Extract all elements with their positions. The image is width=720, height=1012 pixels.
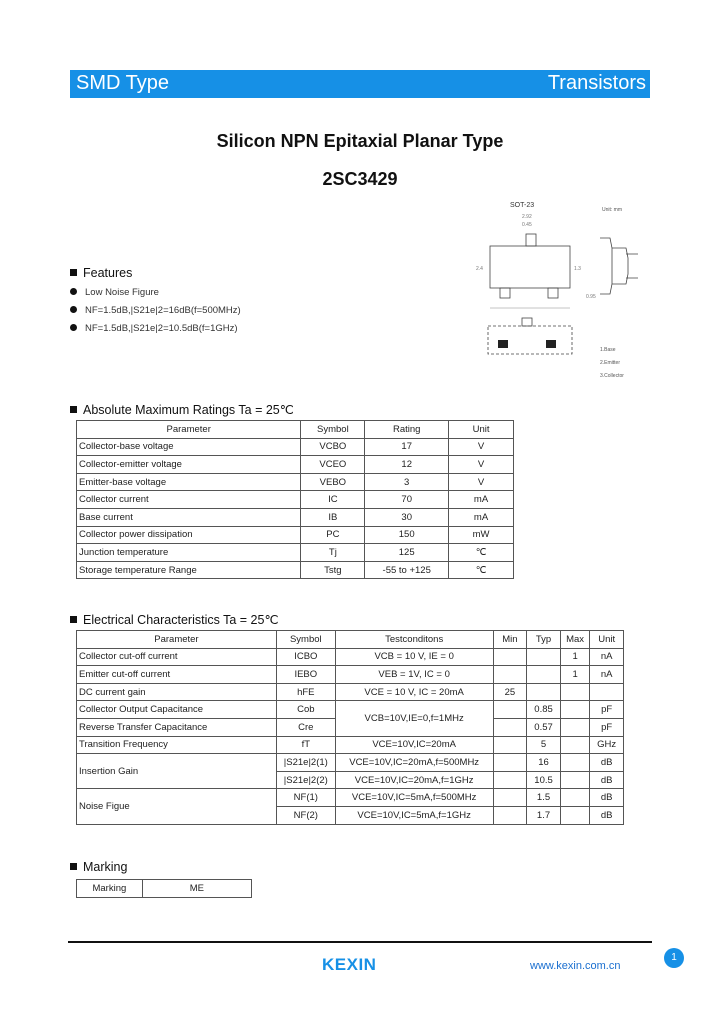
- param-cell: Junction temperature: [77, 544, 301, 562]
- square-bullet-icon: [70, 863, 77, 870]
- footer-divider: [68, 941, 652, 943]
- typ-cell: 5: [527, 736, 561, 754]
- param-cell: Transition Frequency: [77, 736, 277, 754]
- svg-text:0.45: 0.45: [522, 222, 532, 228]
- unit-cell: ℃: [449, 561, 514, 579]
- column-header: Rating: [365, 421, 449, 439]
- max-cell: [560, 736, 589, 754]
- table-row: [77, 473, 514, 491]
- min-cell: [493, 701, 527, 719]
- column-header: Min: [493, 631, 527, 649]
- rating-cell: -55 to +125: [365, 561, 449, 579]
- param-cell: Storage temperature Range: [77, 561, 301, 579]
- unit-cell: V: [449, 473, 514, 491]
- marking-label: Marking: [77, 880, 143, 898]
- unit-cell: V: [449, 438, 514, 456]
- table-row: [77, 561, 514, 579]
- unit-cell: dB: [590, 754, 624, 772]
- table-row: [77, 491, 514, 509]
- table-row: [77, 789, 624, 807]
- table-row: [77, 456, 514, 474]
- bullet-icon: [70, 288, 77, 295]
- amr-heading: Absolute Maximum Ratings Ta = 25℃: [70, 402, 294, 417]
- table-row: [77, 508, 514, 526]
- symbol-cell: |S21e|2(2): [276, 771, 335, 789]
- typ-cell: 0.57: [527, 718, 561, 736]
- min-cell: [493, 736, 527, 754]
- unit-cell: V: [449, 456, 514, 474]
- min-cell: [493, 754, 527, 772]
- header-bar: [70, 70, 650, 98]
- param-cell: Collector-emitter voltage: [77, 456, 301, 474]
- marking-heading: Marking: [70, 860, 127, 874]
- condition-cell: VCE = 10 V, IC = 20mA: [335, 683, 493, 701]
- column-header: Symbol: [301, 421, 365, 439]
- square-bullet-icon: [70, 406, 77, 413]
- column-header: Unit: [449, 421, 514, 439]
- symbol-cell: ICBO: [276, 648, 335, 666]
- min-cell: 25: [493, 683, 527, 701]
- website-link[interactable]: www.kexin.com.cn: [530, 960, 621, 972]
- min-cell: [493, 718, 527, 736]
- unit-cell: dB: [590, 806, 624, 824]
- typ-cell: [527, 683, 561, 701]
- unit-cell: mA: [449, 491, 514, 509]
- param-cell: Reverse Transfer Capacitance: [77, 718, 277, 736]
- column-header: Symbol: [276, 631, 335, 649]
- kexin-logo: KEXIN: [322, 955, 377, 974]
- condition-cell: VCB = 10 V, IE = 0: [335, 648, 493, 666]
- typ-cell: 1.7: [527, 806, 561, 824]
- symbol-cell: NF(2): [276, 806, 335, 824]
- symbol-cell: Tj: [301, 544, 365, 562]
- typ-cell: 0.85: [527, 701, 561, 719]
- bullet-icon: [70, 324, 77, 331]
- page-number: 1: [664, 948, 684, 968]
- feature-item: NF=1.5dB,|S21e|2=16dB(f=500MHz): [70, 305, 241, 316]
- symbol-cell: hFE: [276, 683, 335, 701]
- unit-cell: pF: [590, 718, 624, 736]
- symbol-cell: fT: [276, 736, 335, 754]
- min-cell: [493, 648, 527, 666]
- table-row: [77, 648, 624, 666]
- table-row: [77, 544, 514, 562]
- min-cell: [493, 771, 527, 789]
- param-cell: Noise Figue: [77, 789, 277, 824]
- symbol-cell: Tstg: [301, 561, 365, 579]
- typ-cell: 10.5: [527, 771, 561, 789]
- rating-cell: 17: [365, 438, 449, 456]
- symbol-cell: VEBO: [301, 473, 365, 491]
- marking-table: [76, 879, 252, 898]
- symbol-cell: IC: [301, 491, 365, 509]
- table-row: [77, 683, 624, 701]
- max-cell: [560, 754, 589, 772]
- column-header: Typ: [527, 631, 561, 649]
- symbol-cell: PC: [301, 526, 365, 544]
- package-name: SOT-23: [510, 202, 535, 209]
- max-cell: 1: [560, 648, 589, 666]
- min-cell: [493, 789, 527, 807]
- typ-cell: 16: [527, 754, 561, 772]
- symbol-cell: Cre: [276, 718, 335, 736]
- param-cell: Emitter cut-off current: [77, 666, 277, 684]
- param-cell: Collector Output Capacitance: [77, 701, 277, 719]
- condition-cell: VCE=10V,IC=20mA,f=500MHz: [335, 754, 493, 772]
- unit-cell: GHz: [590, 736, 624, 754]
- feature-item: NF=1.5dB,|S21e|2=10.5dB(f=1GHz): [70, 323, 238, 334]
- typ-cell: [527, 648, 561, 666]
- unit-cell: [590, 683, 624, 701]
- elc-heading: Electrical Characteristics Ta = 25℃: [70, 612, 278, 627]
- page-title: Silicon NPN Epitaxial Planar Type: [216, 131, 504, 151]
- svg-text:2.4: 2.4: [476, 266, 483, 272]
- pin-1-label: 1.Base: [600, 347, 616, 353]
- param-cell: Collector-base voltage: [77, 438, 301, 456]
- feature-item: Low Noise Figure: [70, 287, 159, 298]
- max-cell: [560, 771, 589, 789]
- param-cell: Base current: [77, 508, 301, 526]
- header-product-type: Transistors: [547, 72, 646, 94]
- absolute-maximum-ratings-table: [76, 420, 514, 579]
- param-cell: Collector cut-off current: [77, 648, 277, 666]
- symbol-cell: Cob: [276, 701, 335, 719]
- unit-cell: dB: [590, 789, 624, 807]
- unit-cell: nA: [590, 666, 624, 684]
- svg-text:0.95: 0.95: [586, 294, 596, 300]
- column-header: Parameter: [77, 421, 301, 439]
- param-cell: Insertion Gain: [77, 754, 277, 789]
- rating-cell: 125: [365, 544, 449, 562]
- table-row: [77, 754, 624, 772]
- condition-cell: VCB=10V,IE=0,f=1MHz: [335, 701, 493, 736]
- svg-text:1.3: 1.3: [574, 266, 581, 272]
- symbol-cell: IB: [301, 508, 365, 526]
- square-bullet-icon: [70, 269, 77, 276]
- condition-cell: VEB = 1V, IC = 0: [335, 666, 493, 684]
- param-cell: Collector current: [77, 491, 301, 509]
- table-row: [77, 438, 514, 456]
- rating-cell: 30: [365, 508, 449, 526]
- condition-cell: VCE=10V,IC=20mA: [335, 736, 493, 754]
- rating-cell: 150: [365, 526, 449, 544]
- square-bullet-icon: [70, 616, 77, 623]
- max-cell: [560, 789, 589, 807]
- column-header: Unit: [590, 631, 624, 649]
- rating-cell: 3: [365, 473, 449, 491]
- condition-cell: VCE=10V,IC=5mA,f=1GHz: [335, 806, 493, 824]
- unit-cell: mA: [449, 508, 514, 526]
- condition-cell: VCE=10V,IC=20mA,f=1GHz: [335, 771, 493, 789]
- symbol-cell: NF(1): [276, 789, 335, 807]
- symbol-cell: VCEO: [301, 456, 365, 474]
- param-cell: Collector power dissipation: [77, 526, 301, 544]
- unit-cell: pF: [590, 701, 624, 719]
- features-heading: Features: [70, 266, 132, 280]
- max-cell: [560, 718, 589, 736]
- min-cell: [493, 806, 527, 824]
- symbol-cell: |S21e|2(1): [276, 754, 335, 772]
- marking-value: ME: [142, 880, 251, 898]
- pin-2-label: 2.Emitter: [600, 360, 621, 366]
- typ-cell: 1.5: [527, 789, 561, 807]
- typ-cell: [527, 666, 561, 684]
- svg-text:2.92: 2.92: [522, 214, 532, 220]
- header-category: SMD Type: [76, 72, 169, 94]
- column-header: Parameter: [77, 631, 277, 649]
- package-outline-diagram: [470, 198, 650, 388]
- table-row: [77, 526, 514, 544]
- max-cell: [560, 683, 589, 701]
- symbol-cell: VCBO: [301, 438, 365, 456]
- param-cell: Emitter-base voltage: [77, 473, 301, 491]
- column-header: Max: [560, 631, 589, 649]
- max-cell: [560, 701, 589, 719]
- condition-cell: VCE=10V,IC=5mA,f=500MHz: [335, 789, 493, 807]
- pin-3-label: 3.Collector: [600, 373, 624, 379]
- max-cell: [560, 806, 589, 824]
- symbol-cell: IEBO: [276, 666, 335, 684]
- table-row: [77, 666, 624, 684]
- unit-cell: dB: [590, 771, 624, 789]
- part-number: 2SC3429: [322, 169, 398, 189]
- rating-cell: 70: [365, 491, 449, 509]
- param-cell: DC current gain: [77, 683, 277, 701]
- bullet-icon: [70, 306, 77, 313]
- max-cell: 1: [560, 666, 589, 684]
- electrical-characteristics-table: [76, 630, 624, 825]
- unit-cell: mW: [449, 526, 514, 544]
- unit-cell: nA: [590, 648, 624, 666]
- rating-cell: 12: [365, 456, 449, 474]
- min-cell: [493, 666, 527, 684]
- table-row: [77, 701, 624, 719]
- table-row: [77, 736, 624, 754]
- unit-cell: ℃: [449, 544, 514, 562]
- unit-note: Unit: mm: [602, 207, 622, 213]
- column-header: Testconditons: [335, 631, 493, 649]
